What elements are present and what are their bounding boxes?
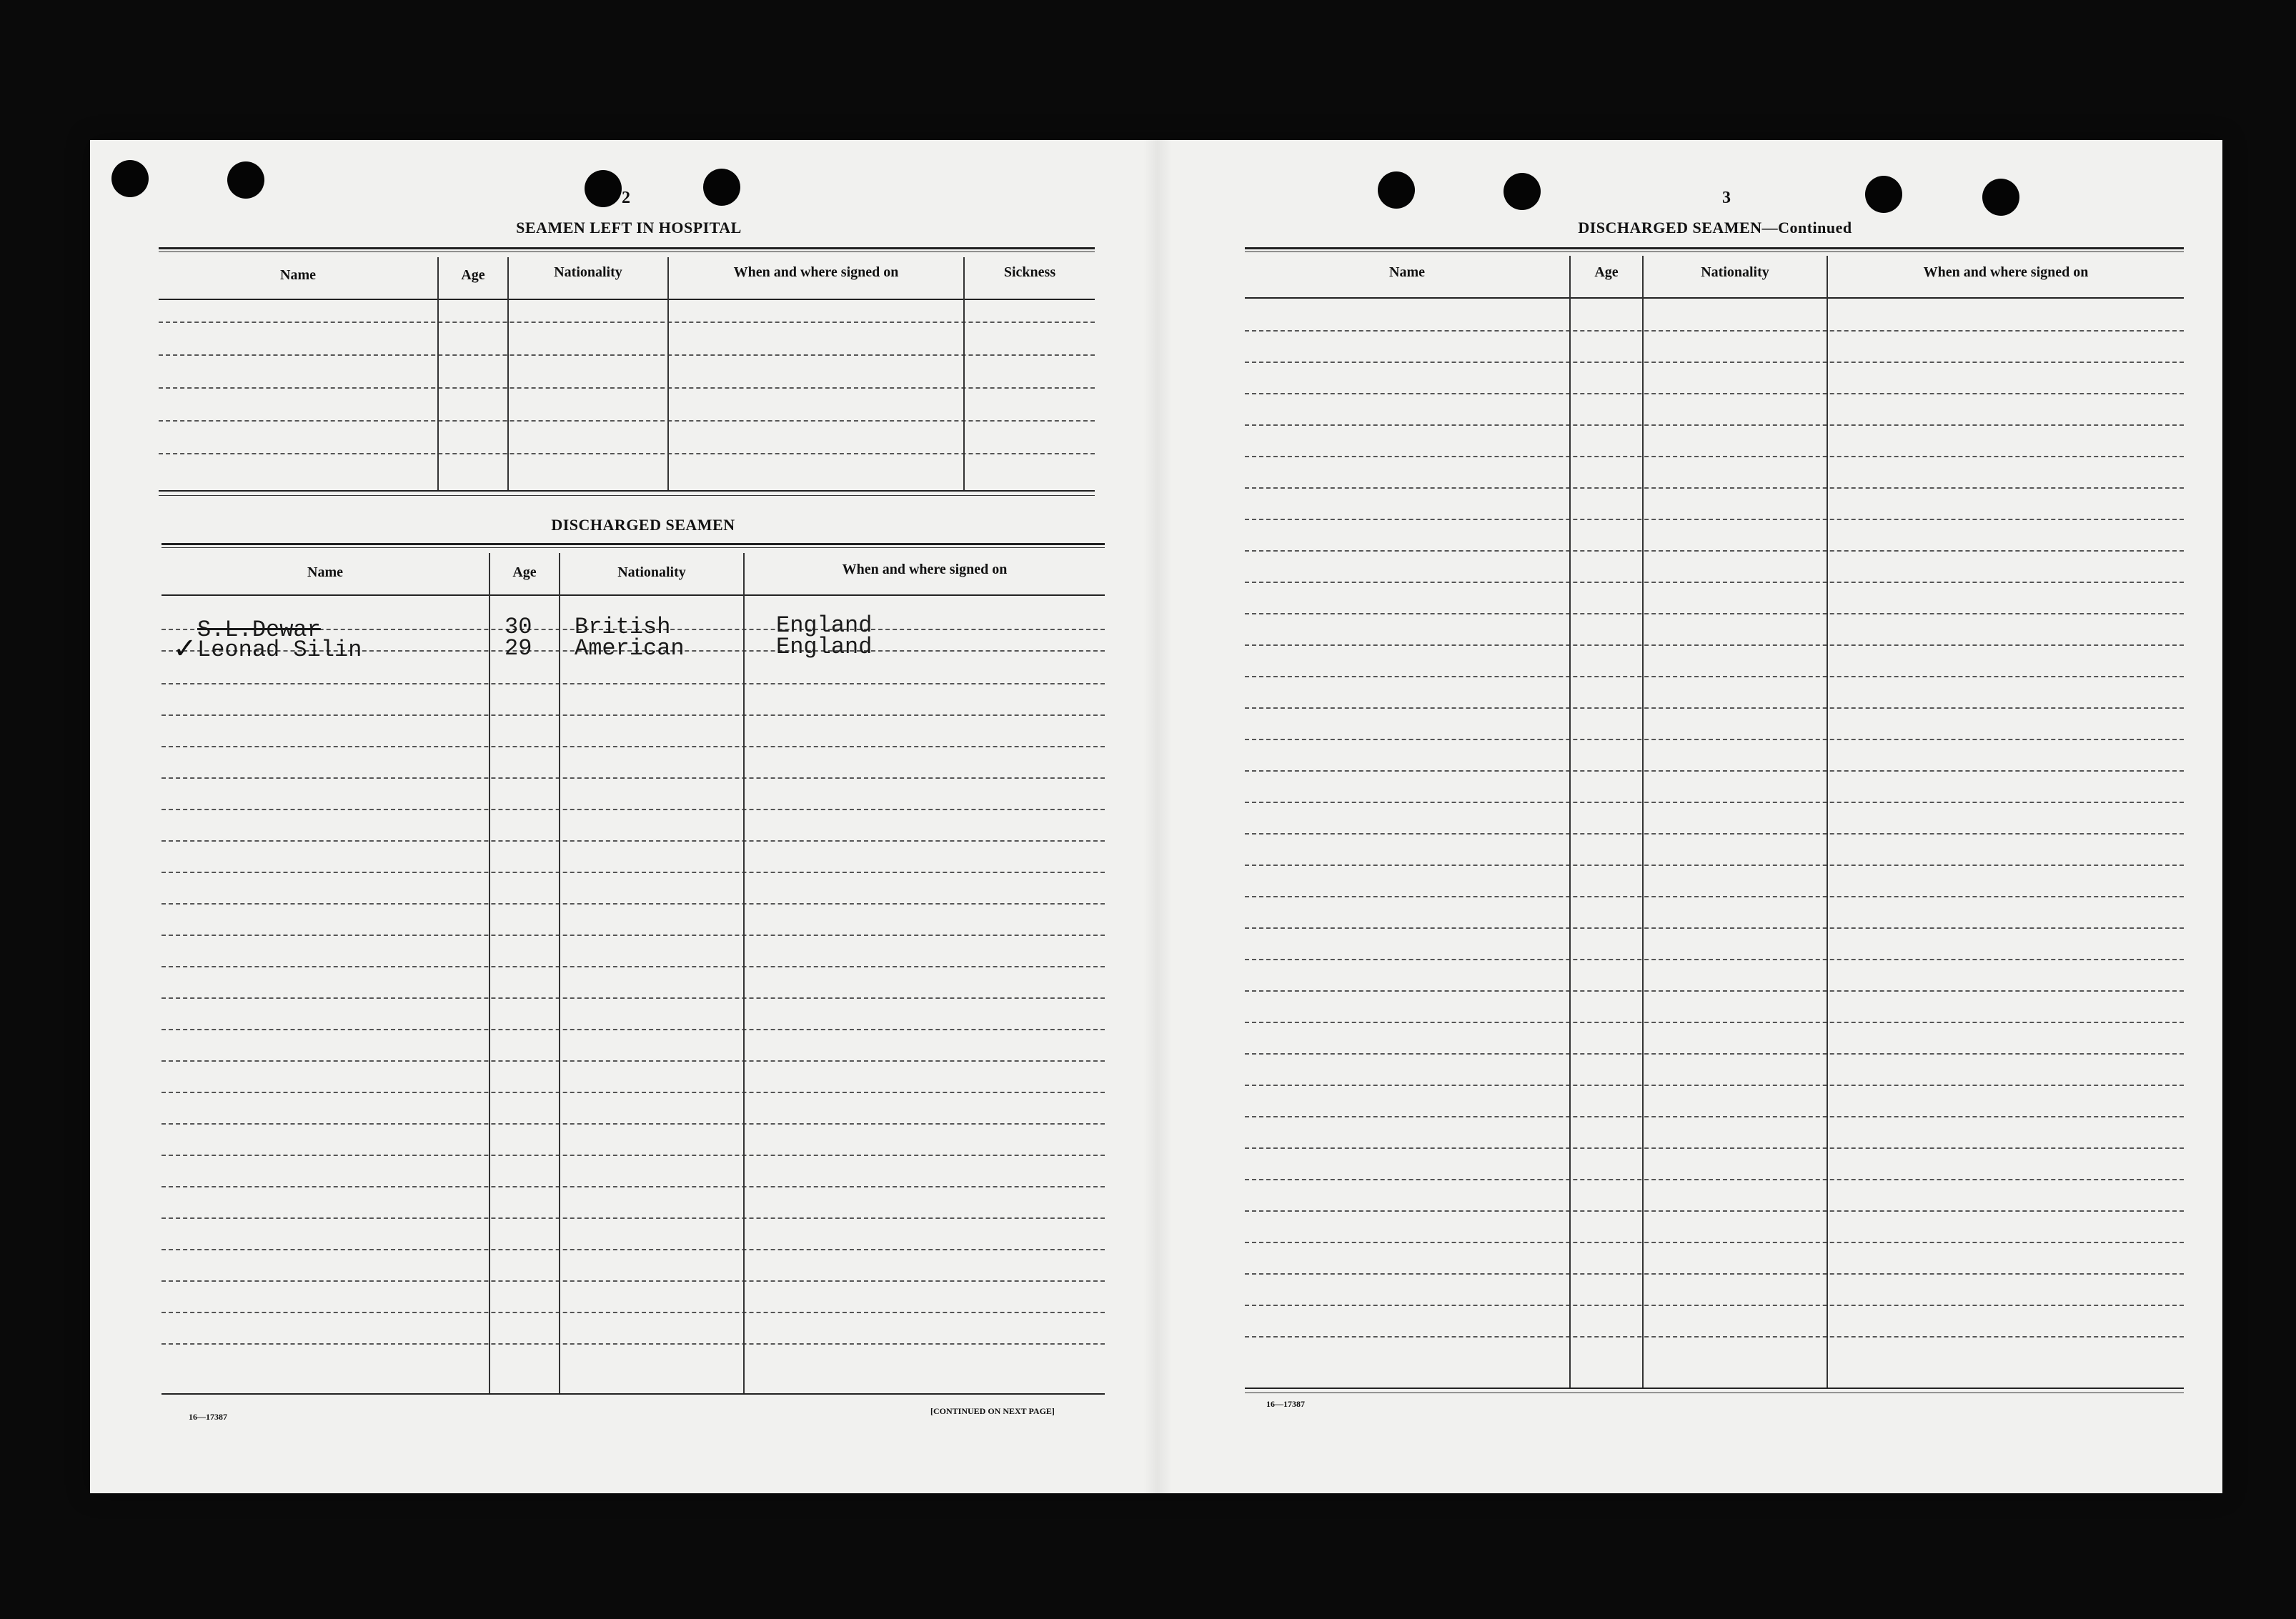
table-bottom-rule bbox=[159, 495, 1095, 496]
punch-hole bbox=[1865, 176, 1902, 213]
table-row bbox=[161, 1060, 1105, 1062]
table-row bbox=[1245, 896, 2184, 897]
table-row bbox=[161, 1029, 1105, 1030]
table-row bbox=[161, 1280, 1105, 1282]
table-row bbox=[1245, 707, 2184, 709]
seaman-nationality: British bbox=[575, 614, 671, 640]
column-header-nationality: Nationality bbox=[1701, 264, 1769, 280]
table-row bbox=[161, 997, 1105, 999]
table-row bbox=[1245, 1053, 2184, 1055]
table-row bbox=[1245, 424, 2184, 426]
column-divider bbox=[437, 257, 439, 490]
table-bottom-rule bbox=[1245, 1388, 2184, 1389]
table-header-rule bbox=[1245, 297, 2184, 299]
seaman-name: Leonad Silin bbox=[197, 637, 362, 663]
table-row bbox=[161, 872, 1105, 873]
table-top-rule bbox=[161, 543, 1105, 545]
table-row bbox=[1245, 833, 2184, 835]
table-row bbox=[161, 1343, 1105, 1345]
column-divider bbox=[743, 553, 745, 1393]
table-bottom-rule bbox=[161, 1393, 1105, 1395]
column-header-signed-on: When and where signed on bbox=[842, 562, 1008, 577]
column-divider bbox=[1569, 256, 1571, 1388]
table-row bbox=[1245, 519, 2184, 520]
column-header-name: Name bbox=[280, 267, 316, 283]
column-header-sickness: Sickness bbox=[1003, 264, 1056, 280]
punch-hole bbox=[585, 170, 622, 207]
table-row bbox=[159, 354, 1095, 356]
table-row bbox=[1245, 1242, 2184, 1243]
table-row bbox=[1245, 1273, 2184, 1275]
table-row bbox=[1245, 550, 2184, 552]
table-row bbox=[1245, 1210, 2184, 1212]
table-row bbox=[1245, 456, 2184, 457]
column-divider bbox=[1642, 256, 1644, 1388]
table-row bbox=[161, 840, 1105, 842]
punch-hole bbox=[111, 160, 149, 197]
column-divider bbox=[667, 257, 669, 490]
table-row bbox=[159, 387, 1095, 389]
table-row bbox=[161, 1312, 1105, 1313]
table-row bbox=[1245, 990, 2184, 992]
hospital-table bbox=[159, 247, 1095, 497]
table-row bbox=[1245, 1116, 2184, 1117]
table-row bbox=[161, 714, 1105, 716]
table-row bbox=[1245, 582, 2184, 583]
table-top-rule bbox=[1245, 247, 2184, 249]
form-code: 16—17387 bbox=[189, 1412, 227, 1422]
table-row bbox=[161, 903, 1105, 905]
table-row bbox=[1245, 676, 2184, 677]
column-header-age: Age bbox=[512, 564, 537, 580]
column-header-age: Age bbox=[461, 267, 485, 283]
column-divider bbox=[559, 553, 560, 1393]
page-number: 3 bbox=[1722, 189, 1731, 207]
column-divider bbox=[507, 257, 509, 490]
column-divider bbox=[963, 257, 965, 490]
table-row bbox=[159, 420, 1095, 422]
table-row bbox=[1245, 1305, 2184, 1306]
table-row bbox=[161, 1249, 1105, 1250]
punch-hole bbox=[1982, 179, 2019, 216]
seaman-nationality: American bbox=[575, 635, 685, 662]
column-header-age: Age bbox=[1594, 264, 1619, 280]
seaman-age: 29 bbox=[505, 635, 532, 662]
table-row bbox=[161, 746, 1105, 747]
table-row bbox=[1245, 1179, 2184, 1180]
column-header-signed-on: When and where signed on bbox=[733, 264, 899, 280]
discharged-continued-table bbox=[1245, 247, 2184, 1396]
table-row bbox=[159, 322, 1095, 323]
table-header-rule bbox=[159, 299, 1095, 300]
column-header-nationality: Nationality bbox=[554, 264, 622, 280]
column-divider bbox=[1827, 256, 1828, 1388]
table-row bbox=[1245, 393, 2184, 394]
continued-note: [CONTINUED ON NEXT PAGE] bbox=[930, 1406, 1055, 1416]
table-row bbox=[161, 935, 1105, 936]
seaman-signed-on: England bbox=[776, 612, 873, 639]
section-title: DISCHARGED SEAMEN—Continued bbox=[1578, 219, 1852, 236]
table-row bbox=[1245, 1085, 2184, 1086]
form-code: 16—17387 bbox=[1266, 1399, 1305, 1409]
seaman-age: 30 bbox=[505, 614, 532, 640]
table-row bbox=[1245, 362, 2184, 363]
table-row bbox=[161, 1217, 1105, 1219]
punch-hole bbox=[227, 161, 264, 199]
seaman-signed-on: England bbox=[776, 634, 873, 660]
table-row bbox=[1245, 487, 2184, 489]
page-number: 2 bbox=[622, 189, 630, 207]
table-row bbox=[161, 809, 1105, 810]
table-row bbox=[1245, 927, 2184, 929]
punch-hole bbox=[1378, 171, 1415, 209]
table-row bbox=[161, 1155, 1105, 1156]
table-row bbox=[161, 966, 1105, 967]
table-row bbox=[161, 1186, 1105, 1187]
section-title: DISCHARGED SEAMEN bbox=[551, 516, 735, 534]
table-row bbox=[1245, 959, 2184, 960]
seaman-name: S.L.Dewar bbox=[197, 617, 321, 643]
table-row bbox=[1245, 1022, 2184, 1023]
table-top-rule bbox=[159, 251, 1095, 252]
column-header-name: Name bbox=[1389, 264, 1425, 280]
table-row bbox=[159, 453, 1095, 454]
table-row bbox=[1245, 1147, 2184, 1149]
table-top-rule bbox=[161, 547, 1105, 548]
column-header-signed-on: When and where signed on bbox=[1923, 264, 2089, 280]
table-row bbox=[1245, 613, 2184, 614]
table-bottom-rule bbox=[159, 490, 1095, 492]
section-title: SEAMEN LEFT IN HOSPITAL bbox=[516, 219, 742, 236]
column-divider bbox=[489, 553, 490, 1393]
column-header-nationality: Nationality bbox=[617, 564, 686, 580]
table-row bbox=[161, 683, 1105, 684]
table-row bbox=[1245, 644, 2184, 646]
table-row bbox=[1245, 1336, 2184, 1337]
table-top-rule bbox=[159, 247, 1095, 249]
discharged-table bbox=[161, 543, 1105, 1400]
check-mark-icon: ✓ bbox=[173, 632, 197, 665]
table-row bbox=[1245, 330, 2184, 332]
column-header-name: Name bbox=[307, 564, 343, 580]
table-row bbox=[1245, 739, 2184, 740]
punch-hole bbox=[1504, 173, 1541, 210]
table-header-rule bbox=[161, 594, 1105, 596]
table-row bbox=[161, 777, 1105, 779]
punch-hole bbox=[703, 169, 740, 206]
table-row bbox=[161, 1123, 1105, 1125]
page-fold bbox=[1143, 140, 1172, 1493]
table-row bbox=[1245, 770, 2184, 772]
table-row bbox=[1245, 865, 2184, 866]
table-row bbox=[161, 1092, 1105, 1093]
table-top-rule bbox=[1245, 251, 2184, 252]
table-row bbox=[1245, 802, 2184, 803]
